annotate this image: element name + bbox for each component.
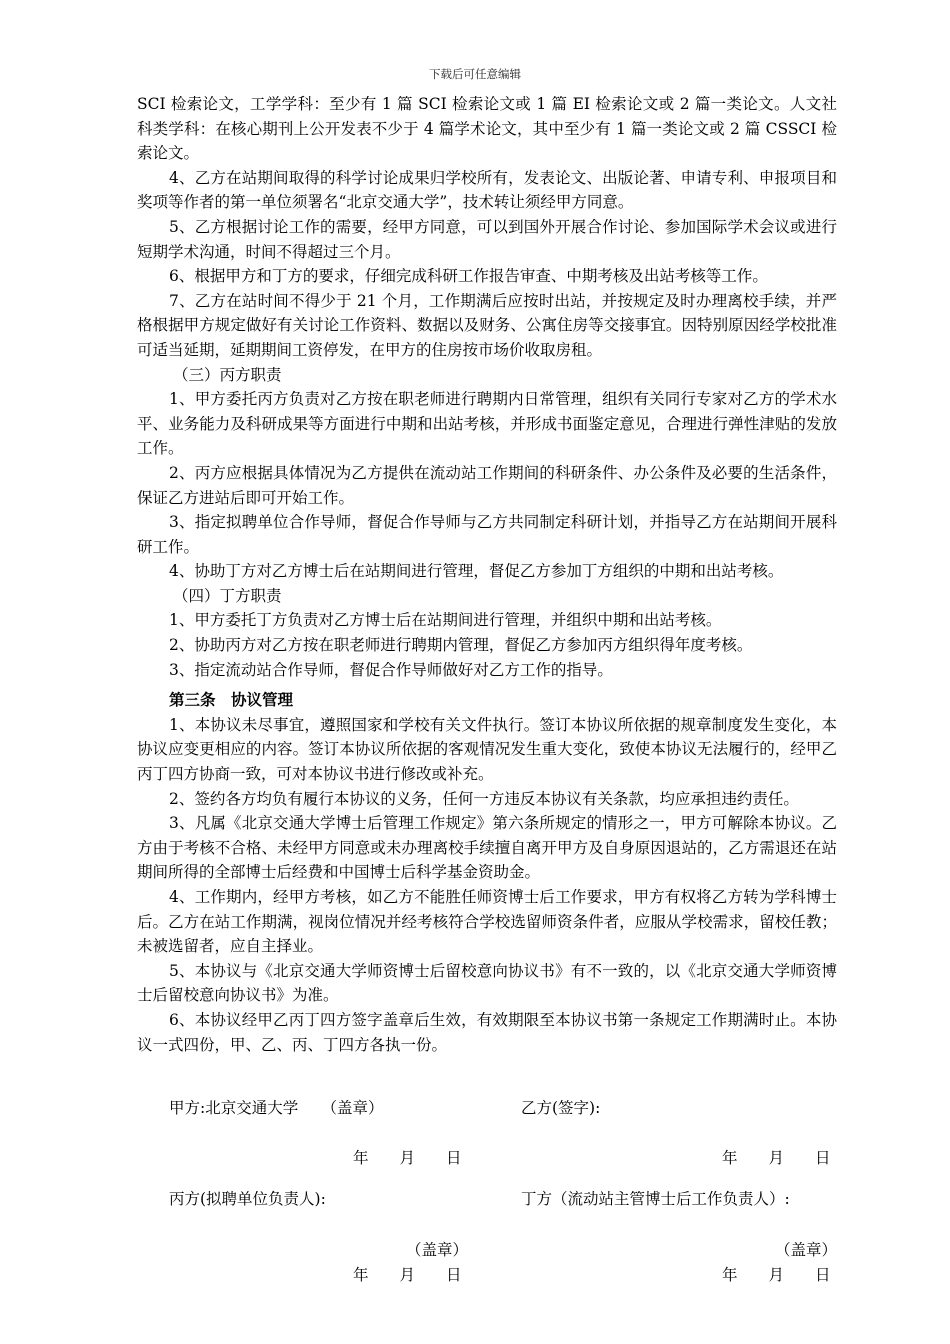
- paragraph: 2、协助丙方对乙方按在职老师进行聘期内管理，督促乙方参加丙方组织得年度考核。: [169, 636, 753, 655]
- paragraph: 4、协助丁方对乙方博士后在站期间进行管理，督促乙方参加丁方组织的中期和出站考核。: [169, 562, 784, 581]
- paragraph: 1、本协议未尽事宜，遵照国家和学校有关文件执行。签订本协议所依据的规章制度发生变化，本协议应变更相应的内容。签订本协议所依据的客观情况发生重大变化，致使本协议无法履行的，经甲乙丙丁四方协商一致，可对本协议书进行修改或补充。: [137, 715, 837, 784]
- paragraph: 7、乙方在站时间不得少于 21 个月，工作期满后应按时出站，并按规定及时办理离校手续，并严格根据甲方规定做好有关讨论工作资料、数据以及财务、公寓住房等交接事宜。因特别原因经学校批准可适当延期，延期期间工资停发，在甲方的住房按市场价收取房租。: [137, 291, 837, 359]
- date-line-a: 年 月 日: [353, 1149, 462, 1167]
- party-b-signature: 乙方(签字):: [521, 1099, 601, 1117]
- date-line-d: 年 月 日: [722, 1266, 831, 1284]
- paragraph: 2、丙方应根据具体情况为乙方提供在流动站工作期间的科研条件、办公条件及必要的生活条件，保证乙方进站后即可开始工作。: [137, 463, 837, 507]
- seal-label-c: （盖章）: [406, 1241, 469, 1259]
- paragraph: 3、指定拟聘单位合作导师，督促合作导师与乙方共同制定科研计划，并指导乙方在站期间开展科研工作。: [137, 513, 837, 556]
- date-line-c: 年 月 日: [353, 1266, 462, 1284]
- paragraph: SCI 检索论文，工学学科：至少有 1 篇 SCI 检索论文或 1 篇 EI 检索论文或 2 篇一类论文。人文社科类学科：在核心期刊上公开发表不少于 4 篇学术论文，其中至少有 1 篇一类论文或 2 篇 CSSCI 检索论文。: [137, 95, 837, 163]
- paragraph: 1、甲方委托丁方负责对乙方博士后在站期间进行管理，并组织中期和出站考核。: [169, 611, 722, 630]
- paragraph: 4、工作期内，经甲方考核，如乙方不能胜任师资博士后工作要求，甲方有权将乙方转为学科博士后。乙方在站工作期满，视岗位情况并经考核符合学校选留师资条件者，应服从学校需求，留校任教；未被选留者，应自主择业。: [137, 888, 837, 956]
- party-c-signature: 丙方(拟聘单位负责人):: [169, 1190, 326, 1208]
- party-d-signature: 丁方（流动站主管博士后工作负责人）:: [521, 1190, 790, 1208]
- paragraph: 6、根据甲方和丁方的要求，仔细完成科研工作报告审查、中期考核及出站考核等工作。: [169, 267, 768, 286]
- paragraph: 5、本协议与《北京交通大学师资博士后留校意向协议书》有不一致的，以《北京交通大学师资博士后留校意向协议书》为准。: [137, 961, 837, 1005]
- seal-label-d: （盖章）: [775, 1241, 838, 1259]
- paragraph: 2、签约各方均负有履行本协议的义务，任何一方违反本协议有关条款，均应承担违约责任。: [169, 789, 799, 808]
- paragraph: 1、甲方委托丙方负责对乙方按在职老师进行聘期内日常管理，组织有关同行专家对乙方的学术水平、业务能力及科研成果等方面进行中期和出站考核，并形成书面鉴定意见，合理进行弹性津贴的发放工作。: [137, 390, 837, 458]
- paragraph: 4、乙方在站期间取得的科学讨论成果归学校所有，发表论文、出版论著、申请专利、申报项目和奖项等作者的第一单位须署名“北京交通大学”，技术转让须经甲方同意。: [137, 168, 837, 212]
- document-body: [137, 92, 837, 1057]
- paragraph: 6、本协议经甲乙丙丁四方签字盖章后生效，有效期限至本协议书第一条规定工作期满时止。本协议一式四份，甲、乙、丙、丁四方各执一份。: [137, 1010, 837, 1054]
- paragraph: 3、指定流动站合作导师，督促合作导师做好对乙方工作的指导。: [169, 660, 613, 679]
- section-subheading: （三）丙方职责: [173, 365, 282, 384]
- article-heading: 第三条 协议管理: [169, 690, 294, 710]
- paragraph: 5、乙方根据讨论工作的需要，经甲方同意，可以到国外开展合作讨论、参加国际学术会议或进行短期学术沟通，时间不得超过三个月。: [137, 217, 837, 261]
- party-a-signature: 甲方:北京交通大学 （盖章）: [169, 1099, 384, 1117]
- date-line-b: 年 月 日: [722, 1149, 831, 1167]
- page-header: 下载后可任意编辑: [429, 67, 521, 81]
- paragraph: 3、凡属《北京交通大学博士后管理工作规定》第六条所规定的情形之一，甲方可解除本协议。乙方由于考核不合格、未经甲方同意或未办理离校手续擅自离开甲方及自身原因退站的，乙方需退还在站期间所得的全部博士后经费和中国博士后科学基金资助金。: [137, 814, 837, 882]
- section-subheading: （四）丁方职责: [173, 586, 282, 605]
